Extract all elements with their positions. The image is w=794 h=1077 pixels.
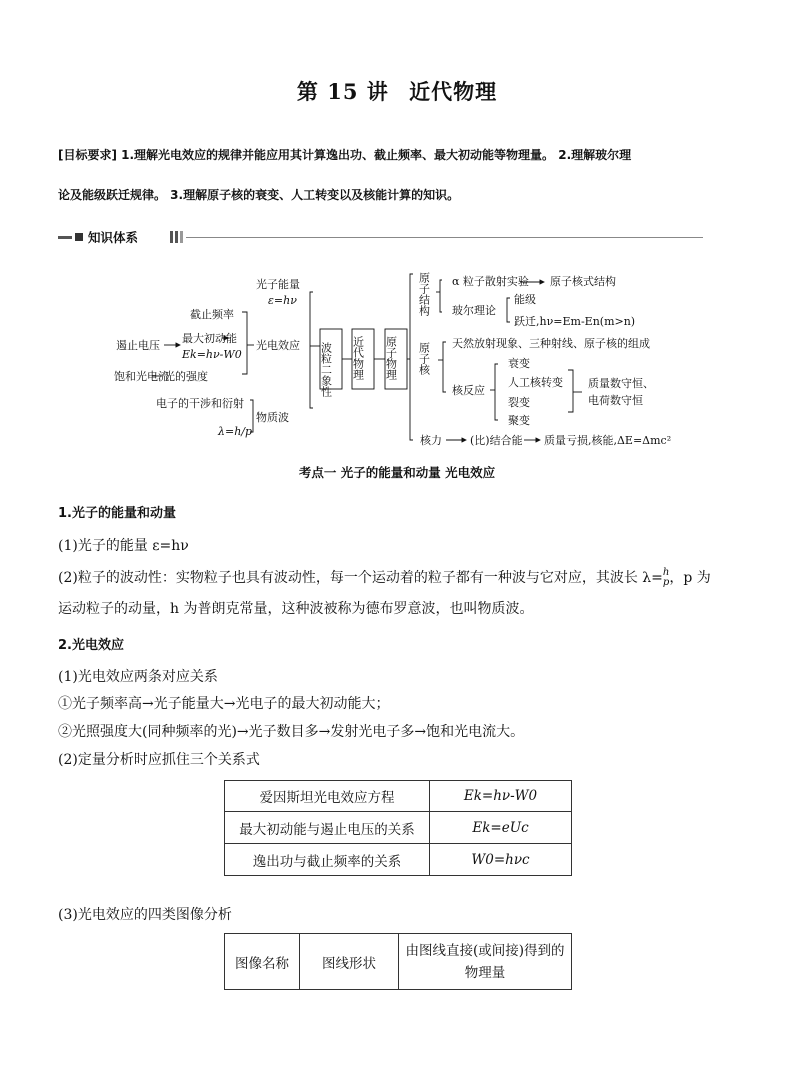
page-title xyxy=(0,76,794,106)
knowledge-diagram xyxy=(0,262,794,457)
diagram-atom-structure: 原子结构 xyxy=(417,272,431,316)
diagram-decay: 衰变 xyxy=(508,357,530,370)
section1-heading: 1.光子的能量和动量 xyxy=(58,506,176,521)
table-header-cell: 图像名称 xyxy=(225,934,300,990)
goal-line-2: 论及能级跃迁规律。 3.理解原子核的衰变、人工转变以及核能计算的知识。 xyxy=(58,188,460,202)
table-cell: 最大初动能与遏止电压的关系 xyxy=(225,812,430,844)
diagram-charge-cons: 电荷数守恒 xyxy=(588,394,643,407)
diagram-nuclear-reaction: 核反应 xyxy=(452,384,485,397)
header-rule xyxy=(186,237,703,238)
table-cell: Ek=hν-W0 xyxy=(430,781,572,812)
section1-p2 xyxy=(58,568,748,588)
header-bar-icon xyxy=(180,231,183,243)
diagram-natural-radio: 天然放射现象、三种射线、原子核的组成 xyxy=(452,337,650,350)
section1-p2-text: (2)粒子的波动性：实物粒子也具有波动性，每一个运动着的粒子都有一种波与它对应，其波长 λ= xyxy=(58,570,663,586)
section2-p2: ①光子频率高→光子能量大→光电子的最大初动能大； xyxy=(58,696,390,712)
diagram-matter-wave: 物质波 xyxy=(256,411,289,424)
section1-p3: 运动粒子的动量，h 为普朗克常量，这种波被称为德布罗意波，也叫物质波。 xyxy=(58,601,534,617)
section-header xyxy=(58,228,703,248)
diagram-stop-voltage: 遏止电压 xyxy=(116,339,160,352)
table-cell: Ek=eUc xyxy=(430,812,572,844)
table-row xyxy=(225,844,572,876)
section-label: 知识体系 xyxy=(88,230,139,245)
topic-heading: 考点一 光子的能量和动量 光电效应 xyxy=(298,465,496,480)
table-row xyxy=(225,934,572,990)
header-line-decoration xyxy=(58,236,72,239)
formula-table xyxy=(224,780,572,876)
table-row xyxy=(225,781,572,812)
diagram-binding: (比)结合能 xyxy=(470,434,523,447)
section2-heading: 2.光电效应 xyxy=(58,638,124,653)
diagram-alpha-exp: α 粒子散射实验 xyxy=(452,275,529,288)
diagram-fusion: 聚变 xyxy=(508,414,530,427)
diagram-ek-eq: Ek=hν-W0 xyxy=(182,348,242,361)
diagram-lambda-eq: λ=h/p xyxy=(218,425,253,438)
diagram-modern-physics: 近代物理 xyxy=(351,336,365,380)
diagram-photoeffect: 光电效应 xyxy=(256,339,300,352)
diagram-max-ke: 最大初动能 xyxy=(182,332,237,345)
section2-p4: (2)定量分析时应抓住三个关系式 xyxy=(58,752,260,768)
diagram-nucleus: 原子核 xyxy=(417,342,431,375)
table-header-cell: 由图线直接(或间接)得到的物理量 xyxy=(399,934,572,990)
header-square-icon xyxy=(75,233,83,241)
table-cell: 逸出功与截止频率的关系 xyxy=(225,844,430,876)
diagram-nuclear-force: 核力 xyxy=(420,434,442,447)
lecture-number: 第 15 讲 xyxy=(296,79,389,104)
section1-p1: (1)光子的能量 ε=hν xyxy=(58,538,189,554)
diagram-cutoff-freq: 截止频率 xyxy=(190,308,234,321)
table-row xyxy=(225,812,572,844)
diagram-light-intensity: 光的强度 xyxy=(164,370,208,383)
diagram-wave-particle: 波粒二象性 xyxy=(319,342,333,397)
diagram-fission: 裂变 xyxy=(508,396,530,409)
diagram-mass-cons: 质量数守恒、 xyxy=(588,377,654,390)
diagram-bohr: 玻尔理论 xyxy=(452,304,496,317)
diagram-atomic-physics: 原子物理 xyxy=(384,336,398,380)
section2-p5: (3)光电效应的四类图像分析 xyxy=(58,907,232,923)
header-bar-icon xyxy=(175,231,178,243)
section2-p1: (1)光电效应两条对应关系 xyxy=(58,669,218,685)
diagram-photon-eq: ε=hν xyxy=(268,294,297,307)
table-header-cell: 图线形状 xyxy=(300,934,399,990)
header-bar-icon xyxy=(170,231,173,243)
fraction-h-over-p: h p xyxy=(662,567,670,588)
section1-p2-tail: ，p 为 xyxy=(669,570,711,586)
goal-line-1: [目标要求] 1.理解光电效应的规律并能应用其计算逸出功、截止频率、最大初动能等物理量。 2.理解玻尔理 xyxy=(58,148,632,162)
diagram-nuclear-model: 原子核式结构 xyxy=(550,275,616,288)
graph-table xyxy=(224,933,572,990)
diagram-transition: 跃迁,hν=Em-En(m>n) xyxy=(514,315,636,328)
diagram-sat-current: 饱和光电流 xyxy=(114,370,169,383)
diagram-interference: 电子的干涉和衍射 xyxy=(156,397,244,410)
diagram-mass-defect: 质量亏损,核能,ΔE=Δmc² xyxy=(544,434,672,447)
lecture-title: 近代物理 xyxy=(409,79,498,104)
section2-p3: ②光照强度大(同种频率的光)→光子数目多→发射光电子多→饱和光电流大。 xyxy=(58,724,525,740)
diagram-photon-energy: 光子能量 xyxy=(256,278,300,291)
table-cell: W0=hνc xyxy=(430,844,572,876)
table-cell: 爱因斯坦光电效应方程 xyxy=(225,781,430,812)
diagram-energy-level: 能级 xyxy=(514,293,536,306)
diagram-artificial: 人工核转变 xyxy=(508,376,563,389)
